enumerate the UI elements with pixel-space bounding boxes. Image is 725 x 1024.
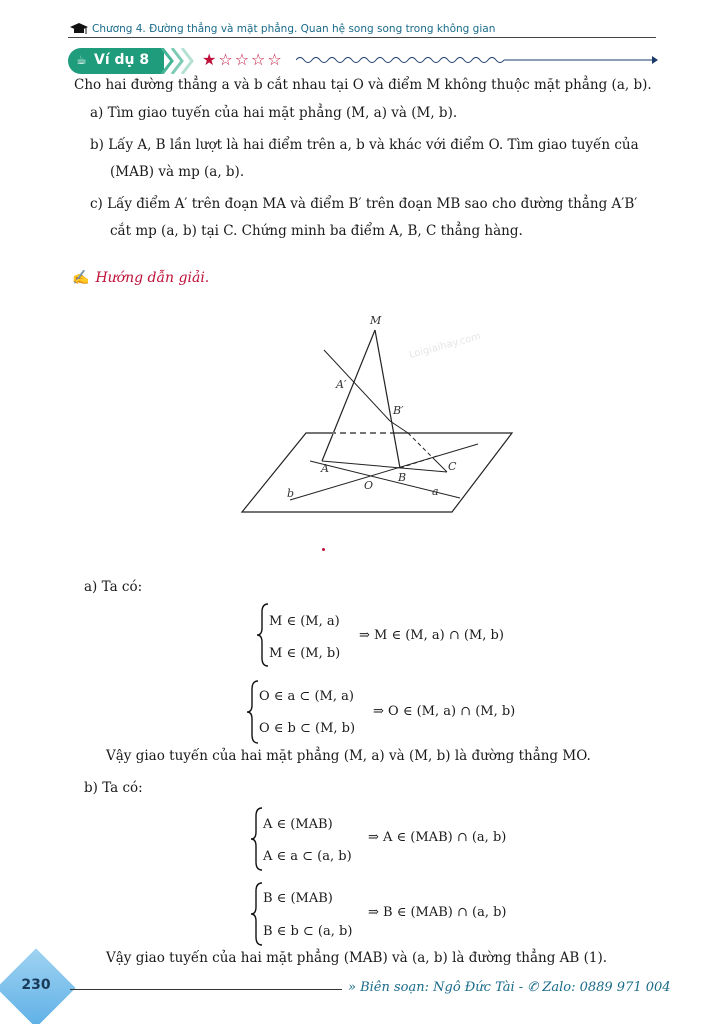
system-3-result: ⇒ A ∈ (MAB) ∩ (a, b)	[368, 830, 507, 845]
left-brace-icon	[246, 679, 260, 745]
left-brace-icon	[250, 806, 264, 872]
left-brace-icon	[250, 881, 264, 947]
system-1	[256, 602, 516, 668]
page-number: 230	[21, 977, 51, 993]
solution-b-heading: b) Ta có:	[84, 780, 143, 796]
label-C: C	[448, 460, 457, 473]
example-badge	[68, 48, 164, 74]
chapter-header	[68, 22, 656, 38]
author-credit: » Biên soạn: Ngô Đức Tài - ✆ Zalo: 0889 971 004	[348, 980, 671, 995]
problem-part-b-line1: b) Lấy A, B lần lượt là hai điểm trên a, b và khác với điểm O. Tìm giao tuyến của	[90, 137, 639, 153]
guide-title: Hướng dẫn giải.	[95, 270, 210, 286]
system-2-result: ⇒ O ∈ (M, a) ∩ (M, b)	[373, 704, 516, 719]
system-4-line1: B ∈ (MAB)	[263, 891, 333, 906]
cup-icon: ☕	[76, 53, 87, 67]
example-label: Ví dụ 8	[94, 52, 150, 68]
decorative-dot	[322, 548, 325, 551]
problem-part-a: a) Tìm giao tuyến của hai mặt phẳng (M, a) và (M, b).	[90, 105, 458, 121]
system-3	[250, 806, 530, 872]
pen-icon: ✍	[72, 270, 90, 286]
solution-b-conclusion: Vậy giao tuyến của hai mặt phẳng (MAB) và (a, b) là đường thẳng AB (1).	[106, 950, 608, 966]
solution-a-conclusion: Vậy giao tuyến của hai mặt phẳng (M, a) và (M, b) là đường thẳng MO.	[106, 748, 591, 764]
star-filled-icon: ★	[202, 50, 219, 69]
left-brace-icon	[256, 602, 270, 668]
problem-part-b-line2: (MAB) và mp (a, b).	[110, 164, 245, 180]
system-2-line1: O ∈ a ⊂ (M, a)	[259, 689, 354, 704]
label-O: O	[364, 479, 374, 492]
plane-ab	[242, 433, 512, 512]
system-1-line1: M ∈ (M, a)	[269, 614, 340, 629]
label-A: A	[321, 462, 329, 475]
system-1-line2: M ∈ (M, b)	[269, 646, 341, 661]
label-B: B	[398, 471, 407, 484]
system-4	[250, 881, 530, 947]
chapter-title: Chương 4. Đường thẳng và mặt phẳng. Quan hệ song song trong không gian	[92, 23, 496, 35]
geometry-figure	[230, 308, 530, 523]
line-ABC	[322, 461, 447, 472]
wave-line-decoration	[296, 53, 658, 67]
star-empty-icon: ☆☆☆☆	[218, 50, 284, 69]
system-1-result: ⇒ M ∈ (M, a) ∩ (M, b)	[359, 628, 504, 643]
problem-part-c-line2: cắt mp (a, b) tại C. Chứng minh ba điểm A, B, C thẳng hàng.	[110, 223, 523, 239]
label-M: M	[370, 314, 382, 327]
system-4-result: ⇒ B ∈ (MAB) ∩ (a, b)	[368, 905, 507, 920]
segment-MA	[322, 330, 375, 461]
label-A-prime: A′	[336, 378, 347, 391]
chevron-decoration-icon	[152, 48, 202, 74]
label-b: b	[287, 487, 295, 500]
solution-guide-heading	[72, 270, 209, 286]
segment-MB	[375, 330, 400, 468]
system-2-line2: O ∈ b ⊂ (M, b)	[259, 721, 356, 736]
solution-a-heading: a) Ta có:	[84, 579, 143, 595]
graduation-cap-icon	[70, 22, 88, 36]
system-3-line1: A ∈ (MAB)	[263, 817, 333, 832]
system-2	[246, 679, 526, 745]
footer-rule	[70, 989, 342, 990]
system-4-line2: B ∈ b ⊂ (a, b)	[263, 924, 353, 939]
problem-part-c-line1: c) Lấy điểm A′ trên đoạn MA và điểm B′ trên đoạn MB sao cho đường thẳng A′B′	[90, 196, 638, 212]
watermark: Loigiaihay.com	[407, 331, 483, 361]
label-B-prime: B′	[393, 404, 404, 417]
difficulty-stars	[202, 50, 284, 69]
system-3-line2: A ∈ a ⊂ (a, b)	[263, 849, 352, 864]
problem-intro: Cho hai đường thẳng a và b cắt nhau tại O và điểm M không thuộc mặt phẳng (a, b).	[74, 77, 652, 93]
label-a: a	[432, 485, 439, 498]
